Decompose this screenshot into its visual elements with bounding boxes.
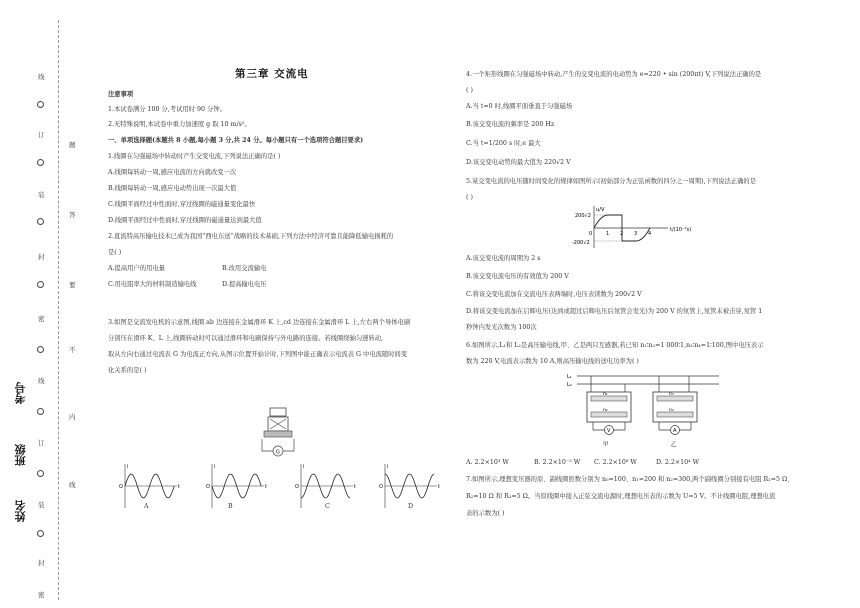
binding-circle: [37, 408, 44, 415]
binding-mark: 密: [38, 315, 45, 323]
q3-graph-xlabel: t: [438, 484, 440, 490]
q5-tick: 2: [620, 231, 624, 237]
q6-option: B. 2.2×10⁻² W: [534, 459, 581, 466]
binding-mark: 线: [38, 73, 45, 81]
q6-label: L₁: [567, 374, 572, 380]
q6-label: n₁: [603, 392, 608, 397]
q6-label: n₄: [669, 408, 674, 413]
q6-label: A: [673, 428, 677, 434]
q7-stem: R₂=10 Ω 和 R₃=5 Ω。当原线圈中接入正弦交流电源时,理想电压表的示数为 U=5 V。不计线圈电阻,理想电流: [466, 493, 776, 500]
q5-option: A.该交变电流的周期为 2 s: [466, 255, 541, 262]
q5-origin: 0: [589, 231, 593, 237]
q7-stem: 7.如图所示,理想变压器的原、副线圈匝数分别为 n₀=100、n₁=200 和 n₂=300,两个副线圈分别接有电阻 R₁=5 Ω、: [466, 476, 794, 483]
q6-stem: 6.如图所示,L₁和 L₂是高压输电线,甲、乙是两只互感器,若已知 n₁∶n₂=1 000∶1,n₃∶n₄=1∶100,图中电压表示: [466, 342, 764, 349]
binding-mark: 订: [38, 439, 45, 447]
q3-graph-xlabel: t: [354, 484, 356, 490]
q5-tick: 4: [648, 231, 652, 237]
inner-char: 内: [69, 413, 76, 421]
q6-transformer-diagram: [563, 370, 723, 452]
q3-stem: 3.如图是交流发电机的示意图,线圈 ab 边连接在金属滑环 K 上,cd 边连接在金属滑环 L 上,左右两个导体电刷: [108, 319, 411, 326]
binding-circle: [37, 159, 44, 166]
q6-label: n₃: [669, 392, 674, 397]
q3-option-graphs: [105, 460, 445, 516]
inner-char: 答: [69, 211, 76, 219]
notice-item: 1.本试卷满分 100 分,考试用时 90 分钟。: [108, 106, 226, 113]
binding-circle: [37, 101, 44, 108]
q2-option: B.改用交流输电: [222, 265, 267, 272]
q3-graph-label: B: [228, 503, 233, 510]
q4-option: C.当 t=1/200 s 时,e 最大: [466, 140, 541, 147]
q6-label: V: [607, 428, 611, 434]
q3-graph-origin: O: [295, 484, 299, 490]
binding-mark: 封: [38, 559, 45, 567]
inner-char: 要: [69, 281, 76, 289]
q1-option: B.线圈每转动一周,感应电动势出现一次最大值: [108, 185, 237, 192]
q5-ymax: 200√2: [575, 213, 591, 219]
q2-option: A.提高用户的用电量: [108, 265, 165, 272]
q1-option: C.线圈平面经过中性面时,穿过线圈的磁通量变化最快: [108, 201, 256, 208]
notice-header: 注意事项: [108, 91, 134, 98]
exam-number-label: 考号: [14, 382, 27, 404]
q3-graph-label: A: [144, 503, 149, 510]
binding-dashed-line: [58, 20, 59, 600]
generator-diagram: [256, 405, 300, 457]
q3-graph-ylabel: i: [303, 464, 305, 470]
q5-tick: 3: [634, 231, 638, 237]
binding-circle: [37, 218, 44, 225]
q6-option: A. 2.2×10³ W: [466, 459, 509, 466]
q6-stem: 数为 220 V,电流表示数为 10 A,则高压输电线的送电功率为( ): [466, 358, 639, 365]
binding-mark: 封: [38, 253, 45, 261]
binding-circle: [37, 281, 44, 288]
svg-text:G: G: [276, 449, 280, 456]
q5-ylabel: u/V: [596, 207, 605, 213]
q3-stem: 取从左向右通过电流表 G 为电流正方向,从图示位置开始计时,下列图中能正确表示电流表 G 中电流随时间变: [108, 351, 408, 358]
q4-option: A.当 t=0 时,线圈平面垂直于匀强磁场: [466, 103, 573, 110]
q6-label: 甲: [603, 442, 609, 448]
q2-option: D.提高输电电压: [222, 281, 267, 288]
q1-stem: 1.线圈在匀强磁场中转动时产生交变电流,下列说法正确的是( ): [108, 153, 281, 160]
q2-option: C.用电阻率大的材料制造输电线: [108, 281, 197, 288]
inner-char: 题: [69, 141, 76, 149]
q6-option: D. 2.2×10⁴ W: [656, 459, 700, 466]
q6-label: 乙: [671, 442, 677, 448]
binding-mark: 装: [38, 501, 45, 509]
q5-voltage-graph: [572, 204, 702, 250]
q5-ymin: -200√2: [572, 240, 590, 246]
q3-graph-label: D: [408, 503, 414, 510]
q1-option: D.线圈平面经过中性面时,穿过线圈的磁通量达到最大值: [108, 217, 262, 224]
q2-stem: 是( ): [108, 249, 122, 256]
q5-option: 秒钟内发光次数为 100次: [466, 324, 537, 331]
notice-item: 2.无特殊说明,本试卷中重力加速度 g 取 10 m/s²。: [108, 121, 251, 128]
q2-stem: 2.直流特高压输电技术已成为我国“西电东送”战略的技术基础,下列方法中经济可靠且能降低输电损耗的: [108, 233, 394, 240]
q4-stem: 4.一个矩形线圈在匀强磁场中转动,产生的交变电流的电动势为 e=220 • sin (200πt) V,下列说法正确的是: [466, 71, 762, 78]
q5-tick: 1: [606, 231, 610, 237]
q3-graph-origin: O: [119, 484, 123, 490]
q3-stem: 化关系的是( ): [108, 367, 147, 374]
binding-circle: [37, 470, 44, 477]
q5-xlabel: t/(10⁻²s): [670, 227, 692, 233]
binding-circle: [37, 346, 44, 353]
binding-mark: 密: [38, 591, 45, 599]
inner-char: 不: [69, 346, 76, 354]
q5-option: D.将该交变电流加在启辉电压(达到或超过启辉电压后氖管会发光)为 200 V 的氖管上,氖管未被击穿,氖管 1: [466, 308, 763, 315]
q3-graph-origin: O: [379, 484, 383, 490]
binding-mark: 装: [38, 191, 45, 199]
q4-option: B.该交变电流的频率是 200 Hz: [466, 121, 555, 128]
q3-graph-ylabel: i: [387, 464, 389, 470]
q3-graph-xlabel: t: [178, 484, 180, 490]
q3-graph-ylabel: i: [127, 464, 129, 470]
q4-option: D.该交变电动势的最大值为 220√2 V: [466, 159, 571, 166]
name-label: 姓名: [14, 500, 27, 522]
q7-stem: 表的示数为( ): [466, 510, 505, 517]
section-heading: 一、单项选择题(本题共 8 小题,每小题 3 分,共 24 分。每小题只有一个选项符合题目要求): [108, 137, 364, 144]
q6-label: n₂: [603, 408, 608, 413]
q5-stem: ( ): [466, 194, 473, 201]
q3-graph-label: C: [325, 503, 330, 510]
q3-graph-origin: O: [206, 484, 210, 490]
q3-stem: 分别压在滑环 K、L 上,线圈转动时可以通过滑环和电刷保持与外电路的连接。若线圈绕轴匀速转动,: [108, 335, 384, 342]
page-title: 第三章 交流电: [235, 68, 309, 80]
class-label: 班级: [14, 444, 27, 466]
binding-mark: 线: [38, 377, 45, 385]
q3-graph-ylabel: i: [214, 464, 216, 470]
q1-option: A.线圈每转动一周,感应电流的方向就改变一次: [108, 169, 237, 176]
q6-option: C. 2.2×10⁸ W: [594, 459, 637, 466]
binding-circle: [37, 530, 44, 537]
q5-option: B.该交变电流电压的有效值为 200 V: [466, 273, 569, 280]
q6-label: L₂: [567, 382, 572, 388]
inner-char: 线: [69, 481, 76, 489]
q5-stem: 5.某交变电流的电压随时间变化的规律如图所示(初始部分为正弦函数的四分之一周期),下列说法正确的是: [466, 178, 756, 185]
q4-stem: ( ): [466, 87, 473, 94]
q5-option: C.将该交变电流加在交流电压表两端时,电压表读数为 200√2 V: [466, 291, 642, 298]
binding-mark: 订: [38, 131, 45, 139]
q3-graph-xlabel: t: [265, 484, 267, 490]
